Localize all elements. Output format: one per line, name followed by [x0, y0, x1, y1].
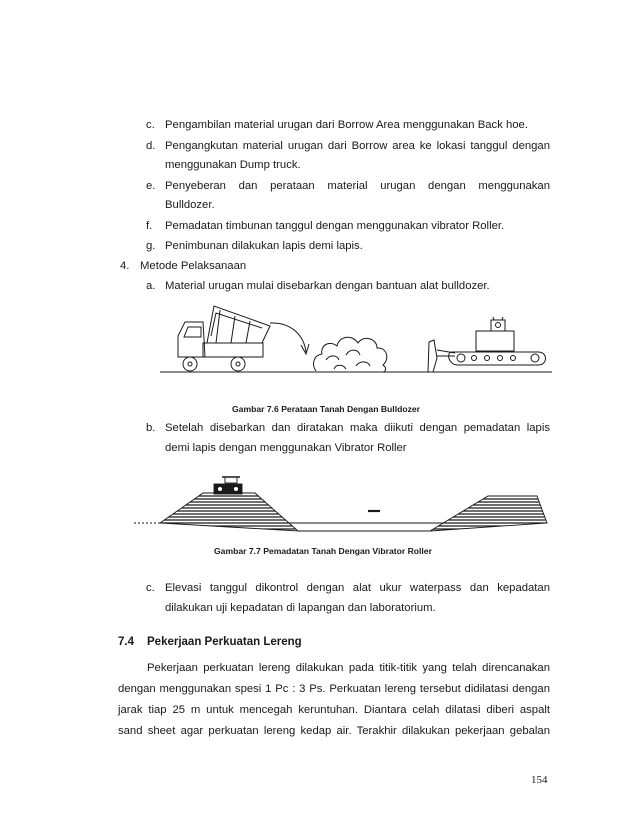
list-marker: e.	[146, 180, 156, 192]
list-item-text: menggunakan Dump truck.	[165, 159, 301, 171]
page-number: 154	[531, 774, 548, 786]
figure-caption: Gambar 7.7 Pemadatan Tanah Dengan Vibrator Roller	[214, 546, 432, 556]
list-item-text: Bulldozer.	[165, 199, 215, 211]
list-item-text: Pengambilan material urugan dari Borrow Area menggunakan Back hoe.	[165, 119, 528, 131]
list-marker: g.	[146, 240, 156, 252]
list-item-text: Setelah disebarkan dan diratakan maka diikuti dengan pemadatan lapis	[165, 422, 550, 434]
figure-caption: Gambar 7.6 Perataan Tanah Dengan Bulldozer	[232, 404, 421, 414]
list-marker: b.	[146, 422, 156, 434]
vibrator-roller-icon	[214, 477, 242, 494]
list-item-text: Elevasi tanggul dikontrol dengan alat ukur waterpass dan kepadatan	[165, 582, 550, 594]
section-title: Metode Pelaksanaan	[140, 260, 247, 272]
list-marker: f.	[146, 220, 153, 232]
paragraph-line: jarak tiap 25 m untuk mencegah keruntuhan. Diantara celah dilatasi diberi aspalt	[118, 704, 550, 716]
list-item-text: Penimbunan dilakukan lapis demi lapis.	[165, 240, 363, 252]
section-number: 7.4	[118, 636, 134, 648]
list-item-text: demi lapis dengan menggunakan Vibrator Roller	[165, 442, 407, 454]
list-item-text: Pemadatan timbunan tanggul dengan menggunakan vibrator Roller.	[165, 220, 505, 232]
list-item-text: Pengangkutan material urugan dari Borrow area ke lokasi tanggul dengan	[165, 140, 550, 152]
paragraph-line: sand sheet agar perkuatan lereng kedap air. Terakhir dilakukan pekerjaan gebalan	[118, 725, 550, 737]
list-marker: c.	[146, 582, 155, 594]
paragraph-line: Pekerjaan perkuatan lereng dilakukan pada titik-titik yang telah direncanakan	[147, 662, 550, 674]
paragraph-line: dengan menggunakan spesi 1 Pc : 3 Ps. Perkuatan lereng tersebut didilatasi dengan	[118, 683, 550, 695]
section-number: 4.	[120, 260, 130, 272]
section-title: Pekerjaan Perkuatan Lereng	[147, 636, 302, 648]
list-item-text: dilakukan uji kepadatan di lapangan dan laboratorium.	[165, 602, 436, 614]
list-item-text: Material urugan mulai disebarkan dengan bantuan alat bulldozer.	[165, 280, 490, 292]
left-embankment	[150, 493, 310, 531]
list-marker: c.	[146, 119, 155, 131]
list-marker: d.	[146, 140, 156, 152]
right-embankment	[420, 496, 560, 531]
list-item-text: Penyeberan dan perataan material urugan dengan menggunakan	[165, 180, 550, 192]
list-marker: a.	[146, 280, 156, 292]
